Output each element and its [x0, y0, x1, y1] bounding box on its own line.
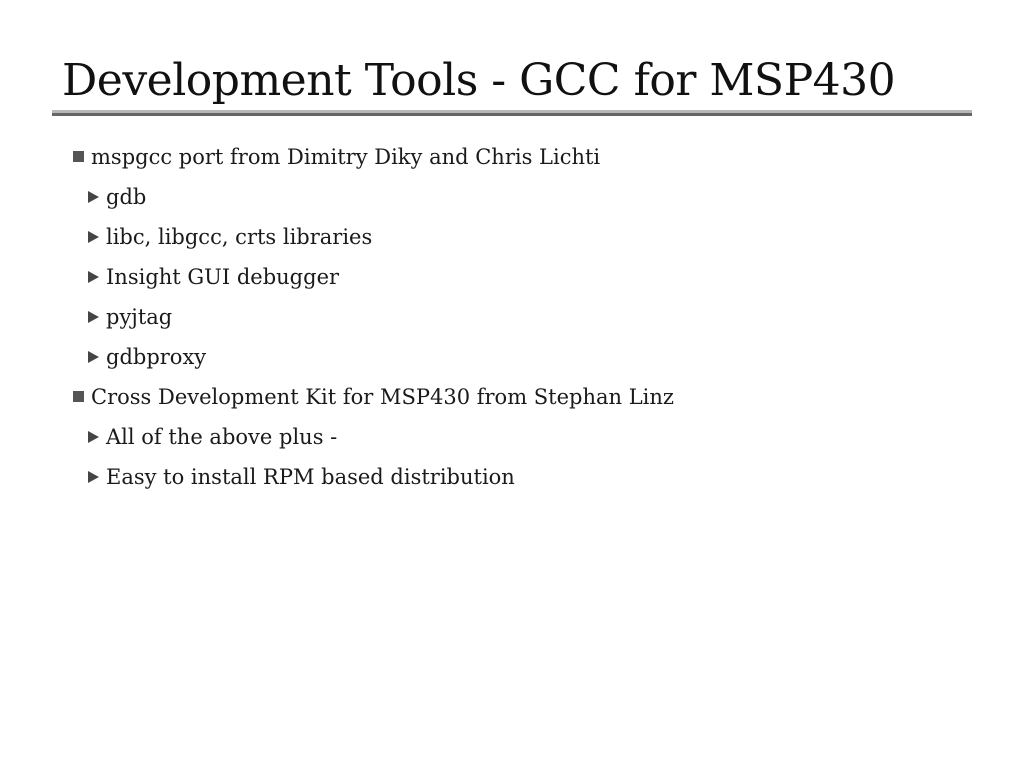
bullet-text: gdb — [106, 185, 147, 209]
triangle-bullet-icon — [88, 311, 99, 323]
triangle-bullet-icon — [88, 431, 99, 443]
bullet-text: Easy to install RPM based distribution — [106, 465, 515, 489]
sub-bullet-item-gdb — [0, 177, 674, 217]
bullet-item-cross-dev-kit — [0, 377, 674, 417]
sub-bullet-item-gdbproxy — [0, 337, 674, 377]
title-underline-dark — [52, 113, 972, 116]
bullet-text: Insight GUI debugger — [106, 265, 340, 289]
sub-bullet-item-all-above — [0, 417, 674, 457]
bullet-text: mspgcc port from Dimitry Diky and Chris Lichti — [91, 145, 601, 169]
triangle-bullet-icon — [88, 271, 99, 283]
square-bullet-icon — [73, 151, 84, 162]
triangle-bullet-icon — [88, 351, 99, 363]
bullet-text: gdbproxy — [106, 345, 207, 369]
bullet-text: pyjtag — [106, 305, 173, 329]
bullet-text: Cross Development Kit for MSP430 from Stephan Linz — [91, 385, 674, 409]
triangle-bullet-icon — [88, 231, 99, 243]
slide-title: Development Tools - GCC for MSP430 — [62, 55, 896, 106]
bullet-text: libc, libgcc, crts libraries — [106, 225, 373, 249]
bullet-list — [0, 137, 674, 497]
sub-bullet-item-rpm — [0, 457, 674, 497]
bullet-item-mspgcc — [0, 137, 674, 177]
bullet-text: All of the above plus - — [106, 425, 338, 449]
triangle-bullet-icon — [88, 471, 99, 483]
square-bullet-icon — [73, 391, 84, 402]
sub-bullet-item-insight — [0, 257, 674, 297]
sub-bullet-item-libraries — [0, 217, 674, 257]
triangle-bullet-icon — [88, 191, 99, 203]
sub-bullet-item-pyjtag — [0, 297, 674, 337]
